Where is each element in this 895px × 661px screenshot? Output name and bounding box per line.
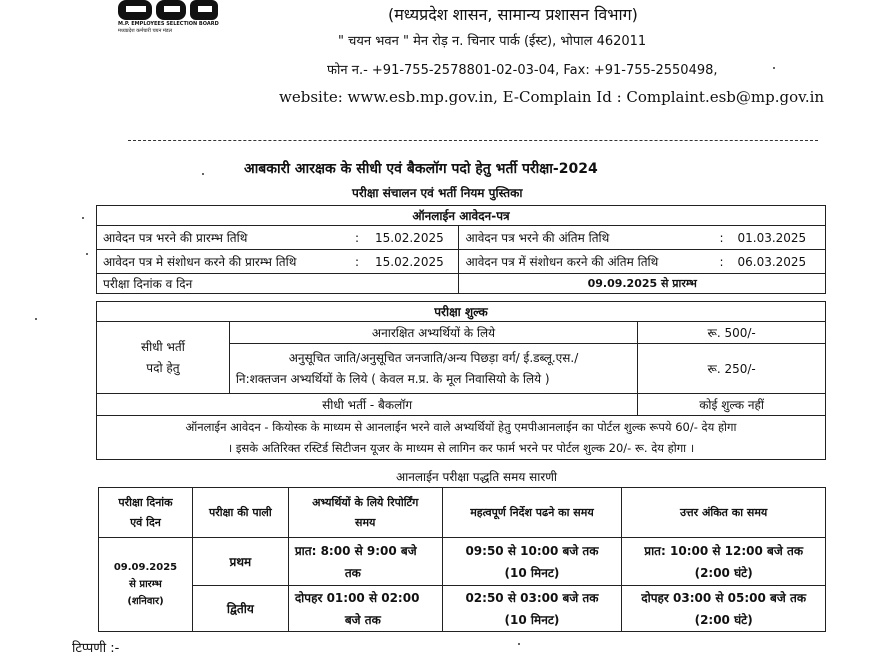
direct-label-1: सीधी भर्ती <box>140 339 185 354</box>
edit-start-label: आवेदन पत्र मे संशोधन करने की प्रारम्भ तिथि <box>97 250 350 274</box>
edit-end-label: आवेदन पत्र में संशोधन करने की अंतिम तिथि <box>459 250 714 274</box>
end-date-value: 01.03.2025 <box>731 226 825 250</box>
scan-dot <box>35 318 37 320</box>
reporting-time-2: बजे तक <box>344 612 381 627</box>
unreserved-fee: रू. 500/- <box>638 322 826 344</box>
header-shift: परीक्षा की पाली <box>192 488 288 538</box>
end-date-label: आवेदन पत्र भरने की अंतिम तिथि <box>459 226 714 250</box>
header-date-2: एवं दिन <box>130 515 161 529</box>
header-date-1: परीक्षा दिनांक <box>118 495 173 509</box>
instruction-time-1: 09:50 से 10:00 बजे तक <box>465 543 599 558</box>
scan-dot <box>86 253 88 255</box>
table-row <box>97 226 826 250</box>
application-heading: ऑनलाईन आवेदन-पत्र <box>97 206 826 226</box>
table-row <box>99 586 826 632</box>
reserved-fee: रू. 250/- <box>638 344 826 394</box>
header-divider <box>128 140 818 141</box>
scan-dot <box>202 173 204 175</box>
schedule-date-1: 09.09.2025 <box>113 562 178 573</box>
scan-dot <box>82 217 84 219</box>
scan-dot <box>518 643 520 645</box>
answer-time-1: प्रात: 10:00 से 12:00 बजे तक <box>644 543 804 558</box>
shift-name: द्वितीय <box>192 586 288 632</box>
header-reporting-1: अभ्यर्थियों के लिये रिपोर्टिंग <box>312 495 419 509</box>
application-table <box>96 205 826 294</box>
header-instructions: महत्वपूर्ण निर्देश पढने का समय <box>442 488 622 538</box>
esb-logo <box>116 0 221 38</box>
reporting-time-2: तक <box>344 565 361 580</box>
separator: : <box>714 226 732 250</box>
answer-time-2: (2:00 घंटे) <box>694 612 753 627</box>
separator: : <box>349 250 369 274</box>
schedule-title: आनलाईन परीक्षा पद्धति समय सारणी <box>396 470 558 484</box>
table-row <box>97 250 826 274</box>
department-line: (मध्यप्रदेश शासन, सामान्य प्रशासन विभाग) <box>388 5 638 24</box>
page-subtitle: परीक्षा संचालन एवं भर्ती नियम पुस्तिका <box>352 186 523 200</box>
fee-note-1: ऑनलाईन आवेदन - कियोस्क के माध्यम से आनलाईन भरने वाले अभ्यर्थियों हेतु एमपीआनलाईन का पोर्टल शुल्क रूपये 60/- देय होगा <box>185 419 737 434</box>
header-answer: उत्तर अंकित का समय <box>622 488 826 538</box>
logo-text-en: M.P. EMPLOYEES SELECTION BOARD <box>118 21 219 27</box>
shift-name: प्रथम <box>192 538 288 586</box>
edit-end-value: 06.03.2025 <box>731 250 825 274</box>
direct-label-2: पदो हेतु <box>146 360 180 375</box>
reserved-label-1: अनुसूचित जाति/अनुसूचित जनजाति/अन्य पिछड़ा वर्ग/ ई.डब्लू.एस./ <box>288 350 579 365</box>
address-line: " चयन भवन " मेन रोड़ न. चिनार पार्क (ईस्ट), भोपाल 462011 <box>338 34 647 49</box>
scan-dot <box>773 67 775 69</box>
footer-note: टिप्पणी :- <box>72 641 120 656</box>
table-row <box>99 538 826 586</box>
header-reporting-2: समय <box>355 515 376 529</box>
page-title: आबकारी आरक्षक के सीधी एवं बैकलॉग पदो हेतु भर्ती परीक्षा-2024 <box>244 161 598 177</box>
reserved-label-2: नि:शक्तजन अभ्यर्थियों के लिये ( केवल म.प्र. के मूल निवासियो के लिये ) <box>235 371 550 386</box>
logo-text-hi: मध्यप्रदेश कर्मचारी चयन मंडल <box>118 28 172 34</box>
start-date-label: आवेदन पत्र भरने की प्रारम्भ तिथि <box>97 226 350 250</box>
instruction-time-1: 02:50 से 03:00 बजे तक <box>465 590 599 605</box>
backlog-fee: कोई शुल्क नहीं <box>638 394 826 416</box>
schedule-date-3: (शनिवार) <box>127 596 164 607</box>
backlog-label: सीधी भर्ती - बैकलॉग <box>97 394 638 416</box>
answer-time-1: दोपहर 03:00 से 05:00 बजे तक <box>641 590 807 605</box>
fee-heading: परीक्षा शुल्क <box>97 302 826 322</box>
instruction-time-2: (10 मिनट) <box>504 565 560 580</box>
website-line: website: www.esb.mp.gov.in, E-Complain Id : Complaint.esb@mp.gov.in <box>279 88 825 106</box>
schedule-table <box>98 487 826 632</box>
exam-date-label: परीक्षा दिनांक व दिन <box>97 274 459 294</box>
reporting-time-1: दोपहर 01:00 से 02:00 <box>294 590 420 605</box>
start-date-value: 15.02.2025 <box>369 226 459 250</box>
separator: : <box>349 226 369 250</box>
schedule-date-2: से प्रारम्भ <box>129 579 162 590</box>
fee-table <box>96 301 826 460</box>
fee-note-2: । इसके अतिरिक्त रस्टिर्ड सिटीजन यूजर के माध्यम से लागिन कर फार्म भरने पर पोर्टल शुल्क 20/- रू. देय होगा । <box>227 440 695 455</box>
answer-time-2: (2:00 घंटे) <box>694 565 753 580</box>
edit-start-value: 15.02.2025 <box>369 250 459 274</box>
reporting-time-1: प्रात: 8:00 से 9:00 बजे <box>294 543 417 558</box>
unreserved-label: अनारक्षित अभ्यर्थियों के लिये <box>229 322 637 344</box>
phone-line: फोन न.- +91-755-2578801-02-03-04, Fax: +91-755-2550498, <box>327 63 718 78</box>
instruction-time-2: (10 मिनट) <box>504 612 560 627</box>
exam-date-value: 09.09.2025 से प्रारम्भ <box>459 274 826 294</box>
separator: : <box>714 250 732 274</box>
